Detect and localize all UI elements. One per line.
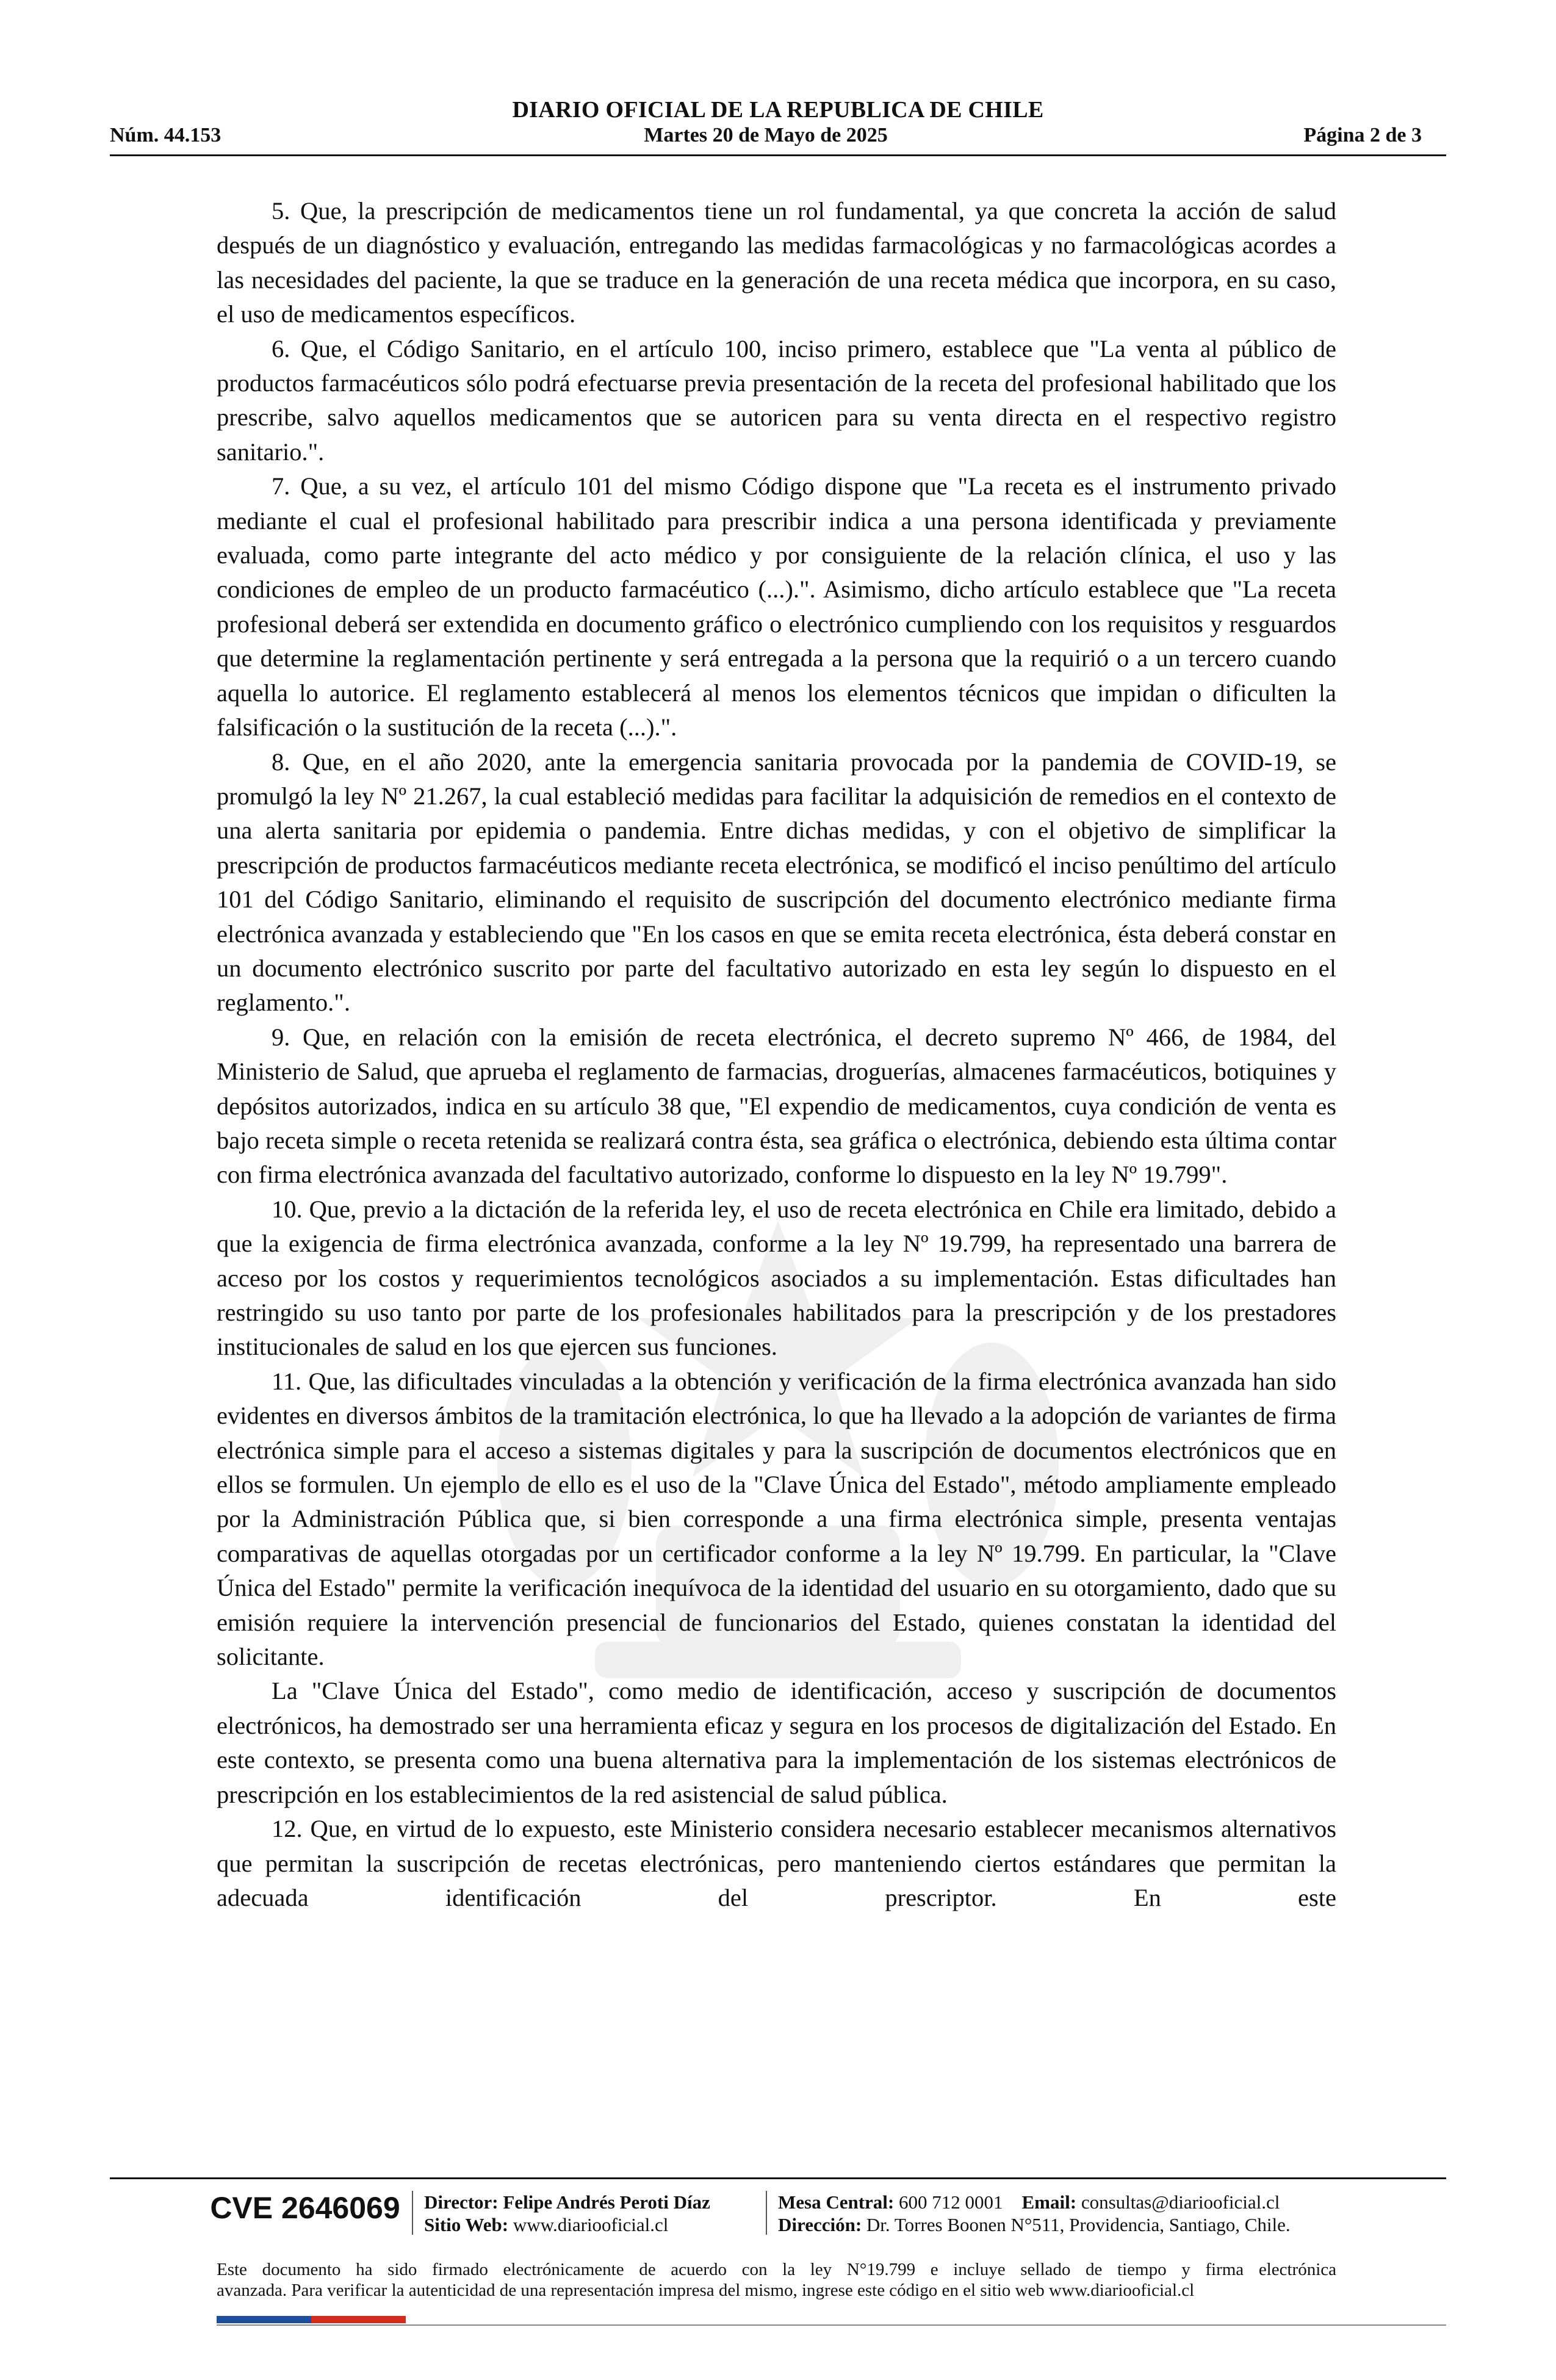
central-phone: 600 712 0001: [899, 2191, 1003, 2213]
paragraph-9: 9. Que, en relación con la emisión de receta electrónica, el decreto supremo Nº 466, de 1984, del Ministerio de Salud, que aprueba el reglamento de farmacias, droguerías, almacenes farmacéuticos, botiquines y depósitos autorizados, indica en su artículo 38 que, "El expendio de medicamentos, cuya condición de venta es bajo receta simple o receta retenida se realizará contra ésta, sea gráfica o electrónica, debiendo esta última contar con firma electrónica avanzada del facultativo autorizado, conforme lo dispuesto en la ley Nº 19.799".: [217, 1023, 1336, 1189]
cve-code: CVE 2646069: [210, 2191, 400, 2225]
site-label: Sitio Web:: [424, 2214, 509, 2235]
signature-note-line-1: Este documento ha sido firmado electrónicamente de acuerdo con la ley N°19.799 e incluye sellado de tiempo y firma electrónica: [217, 2260, 1336, 2279]
site-link[interactable]: www.diariooficial.cl: [513, 2214, 669, 2235]
document-body: [217, 194, 1336, 1915]
header-divider: [110, 154, 1446, 156]
flag-red-band: [311, 2316, 406, 2323]
bottom-divider: [217, 2324, 1446, 2326]
header-row: [110, 124, 1422, 154]
director-name: Felipe Andrés Peroti Díaz: [503, 2191, 710, 2213]
issue-date: Martes 20 de Mayo de 2025: [644, 124, 888, 146]
paragraph-8: 8. Que, en el año 2020, ante la emergencia sanitaria provocada por la pandemia de COVID-19, se promulgó la ley Nº 21.267, la cual estableció medidas para facilitar la adquisición de remedios en el contexto de una alerta sanitaria por epidemia o pandemia. Entre dichas medidas, y con el objetivo de simplificar la prescripción de productos farmacéuticos mediante receta electrónica, se modificó el inciso penúltimo del artículo 101 del Código Sanitario, eliminando el requisito de suscripción del documento electrónico mediante firma electrónica avanzada y estableciendo que "En los casos en que se emita receta electrónica, ésta deberá constar en un documento electrónico suscrito por parte del facultativo autorizado en esta ley según lo dispuesto en el reglamento.".: [217, 748, 1336, 1017]
email-label: Email:: [1021, 2191, 1077, 2213]
signature-note-line-2: avanzada. Para verificar la autenticidad de una representación impresa del mismo, ingrese este código en el sitio web www.diariooficial.cl: [217, 2281, 1195, 2300]
page-indicator: Página 2 de 3: [1303, 124, 1422, 146]
footer-separator: [412, 2191, 413, 2235]
director-label: Director:: [424, 2191, 499, 2213]
paragraph-12: 12. Que, en virtud de lo expuesto, este Ministerio considera necesario establecer mecanismos alternativos que permitan la suscripción de recetas electrónicas, pero manteniendo ciertos estándares que permitan la adecuada identificación del prescriptor. En este: [217, 1815, 1336, 1911]
paragraph-10: 10. Que, previo a la dictación de la referida ley, el uso de receta electrónica en Chile era limitado, debido a que la exigencia de firma electrónica avanzada, conforme a la ley Nº 19.799, ha representado una barrera de acceso por los costos y requerimientos tecnológicos asociados a su implementación. Estas dificultades han restringido su uso tanto por parte de los profesionales habilitados para la prescripción y de los prestadores institucionales de salud en los que ejercen sus funciones.: [217, 1195, 1336, 1361]
paragraph-5: 5. Que, la prescripción de medicamentos tiene un rol fundamental, ya que concreta la acción de salud después de un diagnóstico y evaluación, entregando las medidas farmacológicas y no farmacológicas acordes a las necesidades del paciente, la que se traduce en la generación de una receta médica que incorpora, en su caso, el uso de medicamentos específicos.: [217, 197, 1336, 328]
issue-number: Núm. 44.153: [110, 124, 222, 146]
footer-divider: [110, 2177, 1446, 2179]
footer-contact-block: [778, 2191, 1291, 2236]
chile-flag-stripe: [217, 2316, 406, 2323]
email-link[interactable]: consultas@diariooficial.cl: [1081, 2191, 1280, 2213]
footer-director-block: [424, 2191, 710, 2236]
paragraph-6: 6. Que, el Código Sanitario, en el artículo 100, inciso primero, establece que "La venta al público de productos farmacéuticos sólo podrá efectuarse previa presentación de la receta del profesional habilitado que los prescribe, salvo aquellos medicamentos que se autoricen para su venta directa en el respectivo registro sanitario.".: [217, 334, 1336, 466]
paragraph-7: 7. Que, a su vez, el artículo 101 del mismo Código dispone que "La receta es el instrumento privado mediante el cual el profesional habilitado para prescribir indica a una persona identificada y previamente evaluada, como parte integrante del acto médico y por consiguiente de la relación clínica, el uso y las condiciones de empleo de un producto farmacéutico (...).". Asimismo, dicho artículo establece que "La receta profesional deberá ser extendida en documento gráfico o electrónico cumpliendo con los requisitos y resguardos que determine la reglamentación pertinente y será entregada a la persona que la requirió o a un tercero cuando aquella lo autorice. El reglamento establecerá al menos los elementos técnicos que impidan o dificulten la falsificación o la sustitución de la receta (...).".: [217, 472, 1336, 741]
address-label: Dirección:: [778, 2214, 862, 2235]
central-label: Mesa Central:: [778, 2191, 895, 2213]
flag-blue-band: [217, 2316, 311, 2323]
footer-separator: [766, 2191, 767, 2235]
paragraph-11-continued: La "Clave Única del Estado", como medio de identificación, acceso y suscripción de documentos electrónicos, ha demostrado ser una herramienta eficaz y segura en los procesos de digitalización del Estado. En este contexto, se presenta como una buena alternativa para la implementación de los sistemas electrónicos de prescripción en los establecimientos de la red asistencial de salud pública.: [217, 1677, 1336, 1808]
address-value: Dr. Torres Boonen N°511, Providencia, Santiago, Chile.: [866, 2214, 1291, 2235]
signature-note: [217, 2259, 1336, 2301]
newspaper-title: DIARIO OFICIAL DE LA REPUBLICA DE CHILE: [512, 97, 1044, 123]
paragraph-11: 11. Que, las dificultades vinculadas a la obtención y verificación de la firma electrónica avanzada han sido evidentes en diversos ámbitos de la tramitación electrónica, lo que ha llevado a la adopción de variantes de firma electrónica simple para el acceso a sistemas digitales y para la suscripción de documentos electrónicos que en ellos se formulen. Un ejemplo de ello es el uso de la "Clave Única del Estado", método ampliamente empleado por la Administración Pública que, si bien corresponde a una firma electrónica simple, presenta ventajas comparativas de aquellas otorgadas por un certificador conforme a la ley Nº 19.799. En particular, la "Clave Única del Estado" permite la verificación inequívoca de la identidad del usuario en su otorgamiento, dado que su emisión requiere la intervención presencial de funcionarios del Estado, quienes constatan la identidad del solicitante.: [217, 1367, 1336, 1671]
